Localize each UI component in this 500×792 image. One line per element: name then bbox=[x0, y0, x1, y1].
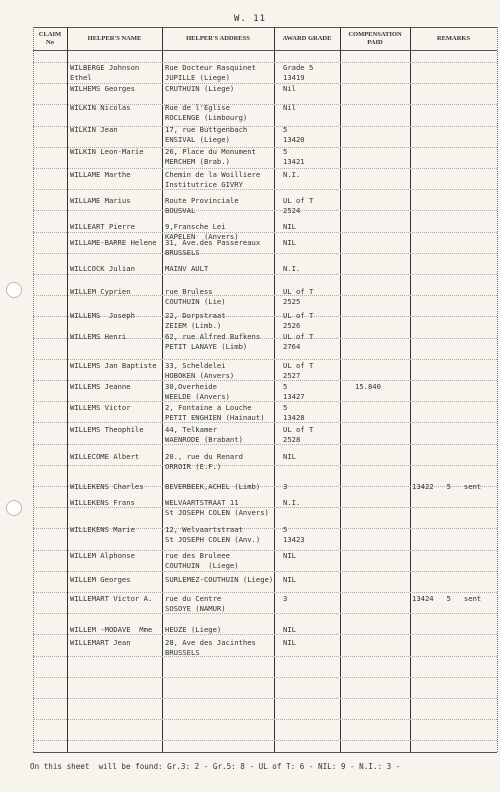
header-name: HELPER'S NAME bbox=[87, 34, 142, 42]
row-award: UL of T 2525 bbox=[283, 287, 314, 306]
row-address: 17, rue Buttgenbach ENSIVAL (Liege) bbox=[165, 125, 248, 144]
row-address: 12, Welvaartstraat St JOSEPH COLEN (Anv.) bbox=[165, 525, 261, 544]
row-name: WILHEMS Georges bbox=[70, 84, 135, 93]
row-address: 44, Telkamer WAENRODE (Brabant) bbox=[165, 425, 243, 444]
row-address: Rue Docteur Rasquinet JUPILLE (Liege) bbox=[165, 63, 256, 82]
row-rule bbox=[33, 613, 497, 614]
header-claim: CLAIM No bbox=[38, 30, 62, 46]
row-address: SURLEMEZ-COUTHUIN (Liege) bbox=[165, 575, 274, 584]
row-rule bbox=[33, 656, 497, 657]
row-address: rue des Bruleee COUTHUIN (Liege) bbox=[165, 551, 239, 570]
punch-hole-icon bbox=[6, 282, 22, 298]
row-address: 30,Overheide WEELDE (Anvers) bbox=[165, 382, 230, 401]
row-name: WILLCOCK Julian bbox=[70, 264, 135, 273]
row-rule bbox=[33, 719, 497, 720]
row-name: WILLEMART Jean bbox=[70, 638, 131, 647]
table-top-rule bbox=[33, 27, 497, 28]
page-number: W. 11 bbox=[233, 14, 267, 24]
row-rule bbox=[33, 359, 497, 360]
row-name: WILLEKENS Marie bbox=[70, 525, 135, 534]
row-name: WILLEM Cyprien bbox=[70, 287, 131, 296]
row-award: NIL bbox=[283, 625, 296, 634]
row-award: NIL bbox=[283, 222, 296, 231]
row-award: NIL bbox=[283, 238, 296, 247]
row-address: 28, Ave des Jacinthes BRUSSELS bbox=[165, 638, 256, 657]
column-rule bbox=[33, 27, 34, 752]
row-rule bbox=[33, 210, 497, 211]
row-name: WILKIN Leon-Marie bbox=[70, 147, 144, 156]
row-rule bbox=[33, 189, 497, 190]
row-name: WILLEKENS Frans bbox=[70, 498, 135, 507]
row-rule bbox=[33, 274, 497, 275]
column-rule bbox=[497, 27, 498, 752]
row-rule bbox=[33, 698, 497, 699]
row-award: UL of T 2527 bbox=[283, 361, 314, 380]
row-name: WILLEMS Joseph bbox=[70, 311, 135, 320]
row-rule bbox=[33, 571, 497, 572]
column-rule bbox=[67, 27, 68, 752]
row-rule bbox=[33, 740, 497, 741]
row-award: N.I. bbox=[283, 264, 301, 273]
row-rule bbox=[33, 592, 497, 593]
row-award: 5 13427 bbox=[283, 382, 305, 401]
row-name: WILKIN Nicolas bbox=[70, 103, 131, 112]
row-award: NIL bbox=[283, 638, 296, 647]
row-award: NIL bbox=[283, 575, 296, 584]
punch-hole-icon bbox=[6, 500, 22, 516]
row-name: WILLEM Georges bbox=[70, 575, 131, 584]
row-address: 22, Dorpstraat ZEIEM (Limb.) bbox=[165, 311, 226, 330]
row-award: 5 13423 bbox=[283, 525, 305, 544]
row-address: MAINV AULT bbox=[165, 264, 209, 273]
sheet-summary: On this sheet will be found: Gr.3: 2 - Gr.5: 8 - UL of T: 6 - NIL: 9 - N.I.: 3 - bbox=[30, 762, 401, 771]
row-address: Route Provinciale BOUSVAL bbox=[165, 196, 239, 215]
column-rule bbox=[410, 27, 411, 752]
row-name: WILLEMART Victor A. bbox=[70, 594, 153, 603]
header-remarks: REMARKS bbox=[436, 34, 471, 42]
row-address: 62, rue Alfred Bufkens PETIT LANAYE (Limb) bbox=[165, 332, 261, 351]
row-address: 2, Fontaine a Louche PETIT ENGHIEN (Hainaut) bbox=[165, 403, 265, 422]
row-remarks: 13422 5 sent bbox=[412, 482, 482, 491]
row-address: rue Bruless COUTHUIN (Lie) bbox=[165, 287, 226, 306]
row-rule bbox=[33, 677, 497, 678]
row-rule bbox=[33, 232, 497, 233]
row-name: WILLAME-BARRE Helene bbox=[70, 238, 157, 247]
column-rule bbox=[274, 27, 275, 752]
row-address: 33, Scheldelei HOBOKEN (Anvers) bbox=[165, 361, 235, 380]
row-award: 5 13421 bbox=[283, 147, 305, 166]
table-bottom-rule bbox=[33, 752, 497, 753]
row-name: WILLECOME Albert bbox=[70, 452, 140, 461]
row-address: Rue de l'Eglise ROCLENGE (Limbourg) bbox=[165, 103, 248, 122]
row-compensation: 15.840 bbox=[355, 382, 381, 391]
row-address: WELVAARTSTRAAT 11 St JOSEPH COLEN (Anvers) bbox=[165, 498, 269, 517]
row-award: 3 bbox=[283, 594, 288, 603]
column-rule bbox=[340, 27, 341, 752]
row-address: rue du Centre SOSOYE (NAMUR) bbox=[165, 594, 226, 613]
row-rule bbox=[33, 380, 497, 381]
row-name: WILLEM -MODAVE Mme bbox=[70, 625, 153, 634]
row-award: NIL bbox=[283, 452, 296, 461]
row-rule bbox=[33, 253, 497, 254]
row-award: N.I. bbox=[283, 498, 301, 507]
row-address: 31, Ave.des Passereaux BRUSSELS bbox=[165, 238, 261, 257]
row-award: Nil bbox=[283, 84, 296, 93]
row-award: Nil bbox=[283, 103, 296, 112]
row-award: UL of T 2526 bbox=[283, 311, 314, 330]
row-award: 5 13428 bbox=[283, 403, 305, 422]
row-name: WILLEMS Theophile bbox=[70, 425, 144, 434]
header-award: AWARD GRADE bbox=[282, 34, 332, 42]
row-award: UL of T 2524 bbox=[283, 196, 314, 215]
row-rule bbox=[33, 422, 497, 423]
row-address: BEVERBEEK,ACHEL (Limb) bbox=[165, 482, 261, 491]
row-rule bbox=[33, 168, 497, 169]
row-address: CRUTHUIN (Liege) bbox=[165, 84, 235, 93]
row-award: N.I. bbox=[283, 170, 301, 179]
row-award: 5 13420 bbox=[283, 125, 305, 144]
row-name: WILLEMS Henri bbox=[70, 332, 127, 341]
row-address: HEUZE (Liege) bbox=[165, 625, 222, 634]
row-award: Grade 5 13419 bbox=[283, 63, 314, 82]
row-award: UL of T 2528 bbox=[283, 425, 314, 444]
row-address: 20., rue du Renard ORROIR (E.F.) bbox=[165, 452, 243, 471]
row-award: 3 bbox=[283, 482, 288, 491]
header-address: HELPER'S ADDRESS bbox=[186, 34, 250, 42]
row-name: WILLEM Alphonse bbox=[70, 551, 135, 560]
row-name: WILLEMS Jeanne bbox=[70, 382, 131, 391]
row-address: Chemin de la Woilliere Institutrice GIVRY bbox=[165, 170, 261, 189]
header-bottom-rule bbox=[33, 50, 497, 51]
row-rule bbox=[33, 465, 497, 466]
row-name: WILKIN Jean bbox=[70, 125, 118, 134]
row-name: WILLAME Marthe bbox=[70, 170, 131, 179]
row-address: 26, Place du Monument MERCHEM (Brab.) bbox=[165, 147, 256, 166]
row-name: WILLEMS Jan Baptiste bbox=[70, 361, 157, 370]
row-name: WILLEKENS Charles bbox=[70, 482, 144, 491]
row-address: 9,Fransche Lei KAPELEN (Anvers) bbox=[165, 222, 239, 241]
row-name: WILLEART Pierre bbox=[70, 222, 135, 231]
header-compensation: COMPENSATION PAID bbox=[348, 30, 402, 46]
row-name: WILBERGE Johnson Ethel bbox=[70, 63, 140, 82]
row-remarks: 13424 5 sent bbox=[412, 594, 482, 603]
row-award: UL of T 2764 bbox=[283, 332, 314, 351]
row-name: WILLEMS Victor bbox=[70, 403, 131, 412]
row-name: WILLAME Marius bbox=[70, 196, 131, 205]
row-award: NIL bbox=[283, 551, 296, 560]
column-rule bbox=[162, 27, 163, 752]
row-rule bbox=[33, 444, 497, 445]
